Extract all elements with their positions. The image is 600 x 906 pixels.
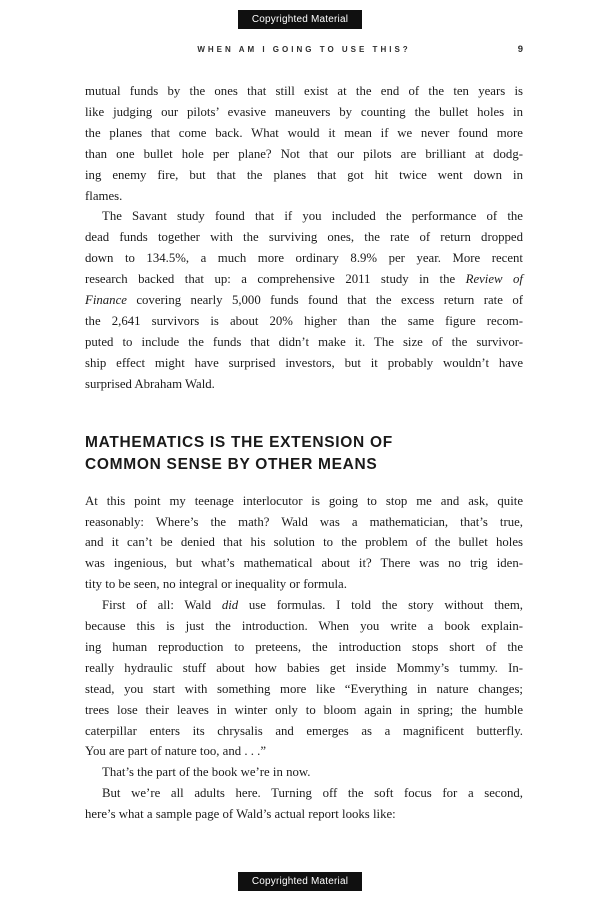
text-line: the 2,641 survivors is about 20% higher than the same figure recom- <box>85 313 523 328</box>
text-line: ship effect might have surprised investors, but it probably wouldn’t have <box>85 355 523 370</box>
text-line: stead, you start with something more like “Everything in nature changes; <box>85 681 523 696</box>
text-line: tity to be seen, no integral or inequality or formula. <box>85 577 347 592</box>
copyright-banner-top: Copyrighted Material <box>238 10 362 29</box>
paragraph <box>85 81 523 206</box>
text-line: was ingenious, but what’s mathematical about it? There was no trig iden- <box>85 556 523 571</box>
text-line: caterpillar enters its chrysalis and emerges as a magnificent butterfly. <box>85 723 523 738</box>
text-line: and it can’t be denied that his solution to the problem of the bullet holes <box>85 535 523 550</box>
copyright-banner-bottom: Copyrighted Material <box>238 872 362 891</box>
text-line: flames. <box>85 188 123 203</box>
paragraph <box>85 762 523 783</box>
section-heading <box>85 432 523 476</box>
paragraph <box>85 595 523 762</box>
text-line: here’s what a sample page of Wald’s actual report looks like: <box>85 807 396 822</box>
section-heading-line-1: MATHEMATICS IS THE EXTENSION OF <box>85 433 393 451</box>
text-line: than one bullet hole per plane? Not that our pilots are brilliant at dodg- <box>85 146 523 161</box>
running-head: WHEN AM I GOING TO USE THIS? <box>197 45 411 54</box>
text-line: You are part of nature too, and . . .” <box>85 744 267 759</box>
text-line: really hydraulic stuff about how babies get inside Mommy’s tummy. In- <box>85 660 523 675</box>
page-header <box>85 43 523 57</box>
text-line: First of all: Wald did use formulas. I told the story without them, <box>102 598 523 613</box>
text-line: That’s the part of the book we’re in now. <box>102 765 311 780</box>
text-line: ing enemy fire, but that the planes that got hit twice went down in <box>85 167 523 182</box>
text-line: The Savant study found that if you included the performance of the <box>102 209 523 224</box>
text-line: puted to include the funds that didn’t make it. The size of the survivor- <box>85 334 523 349</box>
text-line: mutual funds by the ones that still exist at the end of the ten years is <box>85 84 523 98</box>
paragraph <box>85 491 523 596</box>
section-heading-line-2: COMMON SENSE BY OTHER MEANS <box>85 455 378 473</box>
paragraph <box>85 783 523 825</box>
top-banner-row <box>0 0 600 29</box>
text-line: surprised Abraham Wald. <box>85 376 215 391</box>
text-line: because this is just the introduction. When you write a book explain- <box>85 619 523 634</box>
text-line: reasonably: Where’s the math? Wald was a mathematician, that’s true, <box>85 514 523 529</box>
text-line: At this point my teenage interlocutor is going to stop me and ask, quite <box>85 493 523 508</box>
text-line: research backed that up: a comprehensive 2011 study in the Review of <box>85 272 523 287</box>
text-line: down to 134.5%, a much more ordinary 8.9% per year. More recent <box>85 251 523 266</box>
text-line: trees lose their leaves in winter only to bloom again in spring; the humble <box>85 702 523 717</box>
text-line: like judging our pilots’ evasive maneuvers by counting the bullet holes in <box>85 104 523 119</box>
text-line: ing human reproduction to preteens, the introduction stops short of the <box>85 639 523 654</box>
page-number: 9 <box>517 44 523 55</box>
bottom-banner-row <box>0 871 600 891</box>
text-line: Finance covering nearly 5,000 funds found that the excess return rate of <box>85 293 523 308</box>
text-line: But we’re all adults here. Turning off the soft focus for a second, <box>102 786 523 801</box>
body-text <box>85 81 523 825</box>
text-line: the planes that come back. What would it mean if we never found more <box>85 125 523 140</box>
paragraph <box>85 206 523 394</box>
text-line: dead funds together with the surviving ones, the rate of return dropped <box>85 230 523 245</box>
